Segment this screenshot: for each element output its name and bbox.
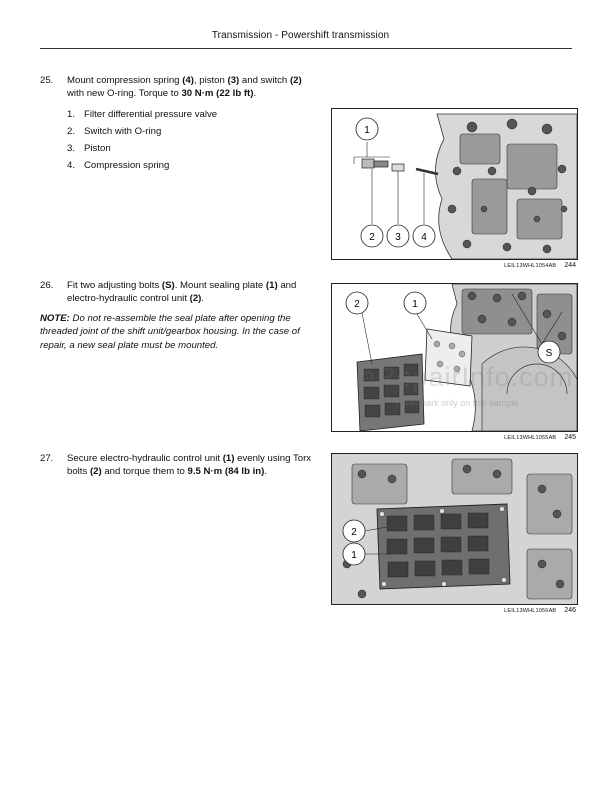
secured-unit-illustration bbox=[332, 454, 577, 604]
step-text: Fit two adjusting bolts (S). Mount sealing plate (1) and electro-hydraulic control unit (2). bbox=[67, 280, 297, 305]
watermark: eRepairInfo.com bbox=[360, 362, 574, 392]
callout-label: 1 bbox=[412, 299, 418, 310]
callout-label: 1 bbox=[351, 550, 357, 561]
figure-caption: LEIL13WHL1054AB 244 bbox=[504, 262, 576, 269]
note-text: Do not re-assemble the seal plate after opening the threaded joint of the shift unit/gearbox housing. In the case of repair, a new seal plate must be mounted. bbox=[40, 312, 300, 351]
callout-label: S bbox=[545, 348, 553, 359]
figure-244 bbox=[331, 108, 578, 260]
header-divider bbox=[40, 48, 572, 49]
valve-illustration bbox=[332, 109, 577, 259]
list-item: 1. Filter differential pressure valve bbox=[67, 108, 218, 120]
step-number: 27. bbox=[40, 453, 54, 464]
step-number: 25. bbox=[40, 75, 54, 86]
list-item: 3. Piston bbox=[67, 142, 111, 154]
callout-label: 2 bbox=[354, 299, 360, 310]
step-27 bbox=[40, 452, 320, 479]
callout-label: 1 bbox=[364, 125, 370, 136]
figure-caption: LEIL13WHL1055AB 245 bbox=[504, 434, 576, 441]
callout-label: 2 bbox=[369, 232, 375, 243]
watermark-subtext: Watermark only on this sample bbox=[395, 398, 519, 408]
figure-caption: LEIL13WHL1056AB 246 bbox=[504, 607, 576, 614]
step-text: Secure electro-hydraulic control unit (1) evenly using Torx bolts (2) and torque them to 9.5 N·m (84 lb in). bbox=[67, 453, 312, 478]
page-header: Transmission - Powershift transmission bbox=[211, 30, 390, 41]
callout-label: 3 bbox=[395, 232, 401, 243]
list-item: 4. Compression spring bbox=[67, 159, 170, 171]
callout-label: 4 bbox=[421, 232, 427, 243]
note-label: NOTE: bbox=[40, 312, 70, 324]
step-26 bbox=[40, 279, 320, 352]
list-item: 2. Switch with O-ring bbox=[67, 125, 162, 137]
step-text: Mount compression spring (4), piston (3) and switch (2) with new O-ring. Torque to 30 N·m (22 lb ft). 1. Filter differential pressure valve 2. Switch with O-ring 3. Piston 4. Compression spring bbox=[67, 74, 320, 176]
control-unit-illustration bbox=[332, 284, 577, 431]
legend-list bbox=[67, 108, 320, 176]
figure-246 bbox=[331, 453, 578, 605]
step-number: 26. bbox=[40, 280, 54, 291]
callout-label: 2 bbox=[351, 527, 357, 538]
figure-245 bbox=[331, 283, 578, 432]
note bbox=[40, 312, 320, 352]
step-25 bbox=[40, 74, 320, 176]
